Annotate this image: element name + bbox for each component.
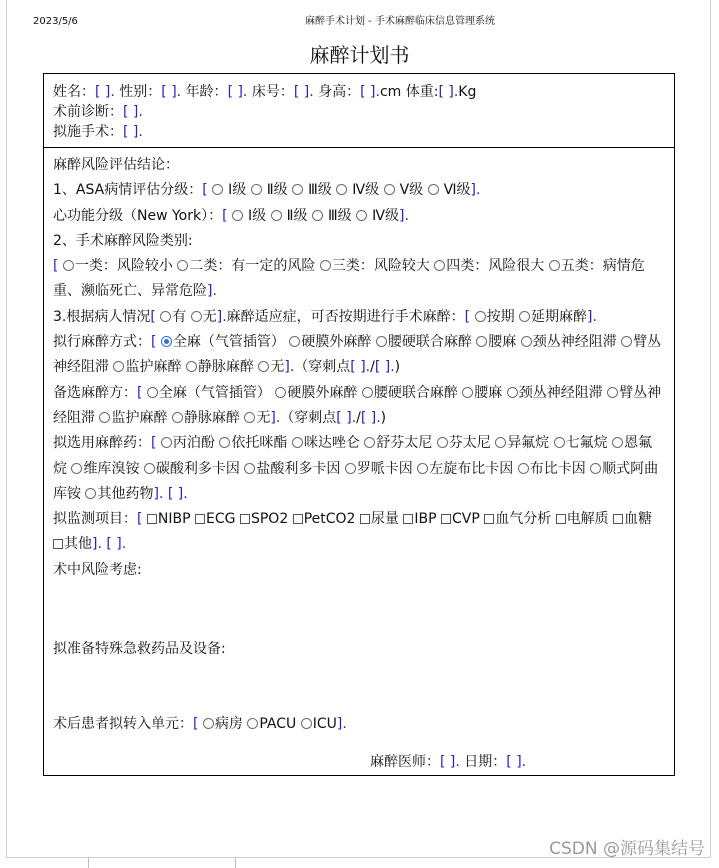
- risk-category-bracket-open: [: [53, 258, 59, 275]
- condition-bracket-close: ].: [216, 308, 227, 325]
- method-4-label: 腰麻: [488, 334, 517, 351]
- cardiac-bracket-open: [: [222, 207, 228, 224]
- monitor-6-label: IBP: [414, 511, 437, 528]
- cardiac-bracket-close: ].: [399, 207, 409, 224]
- cardiac-4-radio: [356, 210, 367, 221]
- anesthesia-method-row: [53, 330, 664, 381]
- cardiac-grade-label: 心功能分级（New York）：: [53, 207, 223, 224]
- backup-puncture-label: （穿刺点: [280, 409, 337, 426]
- name-value: [ ].: [95, 84, 115, 100]
- condition-no-radio: [191, 311, 202, 322]
- weight-value: [ ].: [438, 84, 459, 100]
- backup-3-label: 腰硬联合麻醉: [373, 384, 458, 401]
- risk-category-5-radio: [549, 260, 560, 271]
- surgery-row: [53, 122, 664, 142]
- monitor-4-label: PetCO2: [303, 511, 356, 528]
- risk-category-5-label: 五类：病情危重、濒临死亡、异常危险: [53, 258, 645, 300]
- asa-6-radio: [428, 184, 439, 195]
- monitor-4-checkbox: [293, 514, 303, 524]
- risk-category-2-radio: [177, 260, 188, 271]
- monitoring-label: 拟监测项目：: [53, 511, 137, 528]
- schedule-delay-radio: [519, 311, 530, 322]
- method-5-label: 颈丛神经阻滞: [532, 334, 617, 351]
- postop-transfer-row: [53, 712, 664, 737]
- drug-12-radio: [345, 463, 356, 474]
- asa-5-label: Ⅴ级: [399, 182, 424, 199]
- asa-4-label: Ⅳ级: [352, 182, 380, 199]
- postop-transfer-label: 术后患者拟转入单元：: [53, 716, 193, 733]
- drug-16-radio: [85, 488, 96, 499]
- bed-label: 床号：: [251, 84, 294, 100]
- drug-9-radio: [71, 463, 82, 474]
- transfer-bracket-close: ].: [336, 716, 347, 733]
- monitor-10-label: 血糖: [624, 511, 653, 528]
- transfer-ward-label: 病房: [214, 716, 243, 733]
- backup-puncture-value-2: [ ].: [360, 409, 381, 426]
- drug-5-label: 芬太尼: [448, 435, 491, 452]
- plan-form: [43, 73, 675, 776]
- cardiac-3-radio: [312, 210, 323, 221]
- drug-11-label: 盐酸利多卡因: [256, 460, 341, 477]
- method-puncture-label: （穿刺点: [294, 359, 351, 376]
- drug-10-label: 碳酸利多卡因: [155, 460, 240, 477]
- backup-puncture-separator: /: [356, 409, 361, 426]
- method-2-radio: [289, 336, 300, 347]
- drug-9-label: 维库溴铵: [83, 460, 140, 477]
- condition-yes-label: 有: [172, 308, 187, 325]
- method-9-radio: [258, 361, 269, 372]
- backup-4-label: 腰麻: [474, 384, 503, 401]
- method-1-label: 全麻（气管插管）: [172, 334, 285, 351]
- backup-2-label: 硬膜外麻醉: [287, 384, 358, 401]
- anesthesia-plan-section: [44, 148, 674, 775]
- method-7-radio: [113, 361, 124, 372]
- method-bracket-close: ].: [284, 359, 295, 376]
- method-4-radio: [476, 336, 487, 347]
- condition-bracket-open: [: [150, 308, 156, 325]
- backup-8-radio: [172, 412, 183, 423]
- monitoring-bracket-open: [: [137, 511, 143, 528]
- monitor-5-checkbox: [360, 514, 370, 524]
- backup-6-label: 臂丛神经阻滞: [53, 384, 662, 426]
- schedule-ontime-radio: [475, 311, 486, 322]
- patient-info-section: [44, 74, 674, 148]
- diagnosis-row: [53, 102, 664, 122]
- method-puncture-value-2: [ ].: [374, 359, 395, 376]
- backup-bracket-close: ].: [270, 409, 281, 426]
- gender-value: [ ].: [161, 84, 182, 100]
- cardiac-2-radio: [271, 210, 282, 221]
- backup-9-label: 无: [256, 409, 271, 426]
- monitor-11-checkbox: [53, 539, 63, 549]
- cardiac-4-label: Ⅳ级: [372, 207, 399, 224]
- risk-category-1-radio: [63, 260, 74, 271]
- monitor-6-checkbox: [403, 514, 413, 524]
- backup-puncture-value-1: [ ].: [336, 409, 357, 426]
- risk-category-3-radio: [320, 260, 331, 271]
- monitor-3-label: SPO2: [250, 511, 289, 528]
- backup-bracket-open: [: [137, 384, 143, 401]
- asa-6-label: Ⅵ级: [443, 182, 471, 199]
- name-label: 姓名：: [53, 84, 95, 100]
- drug-15-radio: [590, 463, 601, 474]
- drug-8-label: 恩氟烷: [53, 435, 653, 477]
- surgery-value: [ ].: [123, 124, 143, 140]
- asa-bracket-close: ].: [470, 182, 481, 199]
- monitor-1-label: NIBP: [157, 511, 191, 528]
- cardiac-3-label: Ⅲ级: [327, 207, 352, 224]
- backup-5-label: 颈丛神经阻滞: [518, 384, 603, 401]
- method-6-radio: [621, 336, 632, 347]
- backup-9-radio: [244, 412, 255, 423]
- date-value: [ ].: [506, 753, 527, 770]
- risk-heading: 麻醉风险评估结论：: [53, 157, 179, 173]
- backup-5-radio: [507, 387, 518, 398]
- monitor-7-label: CVP: [451, 511, 480, 528]
- drug-6-label: 异氟烷: [507, 435, 550, 452]
- drugs-bracket-close: ].: [153, 485, 164, 502]
- bottom-edge-mark: [88, 858, 89, 868]
- monitor-8-checkbox: [484, 514, 494, 524]
- risk-category-3-label: 三类：风险较大: [331, 258, 430, 275]
- asa-3-radio: [292, 184, 303, 195]
- risk-category-1-label: 一类：风险较小: [74, 258, 173, 275]
- emergency-prep-notes: [53, 662, 664, 712]
- method-bracket-open: [: [151, 334, 157, 351]
- emergency-prep-label: 拟准备特殊急救药品及设备:: [53, 641, 226, 658]
- schedule-delay-label: 延期麻醉: [531, 308, 588, 325]
- schedule-ontime-label: 按期: [486, 308, 515, 325]
- cardiac-1-label: Ⅰ级: [248, 207, 267, 224]
- monitor-1-checkbox: [147, 514, 157, 524]
- drug-5-radio: [437, 437, 448, 448]
- watermark: CSDN @源码集结号: [549, 839, 705, 859]
- method-3-radio: [376, 336, 387, 347]
- backup-8-label: 静脉麻醉: [183, 409, 240, 426]
- drug-13-label: 左旋布比卡因: [429, 460, 514, 477]
- age-label: 年龄：: [185, 84, 228, 100]
- transfer-icu-radio: [301, 718, 312, 729]
- bottom-edge-mark: [235, 858, 236, 868]
- cardiac-grade-row: [53, 204, 664, 229]
- patient-basic-row: [53, 82, 664, 102]
- risk-category-bracket-close: ].: [207, 283, 217, 300]
- method-3-label: 腰硬联合麻醉: [387, 334, 472, 351]
- document-title: 麻醉计划书: [309, 43, 410, 67]
- condition-label: 3.根据病人情况: [53, 308, 151, 325]
- risk-category-label: 2、手术麻醉风险类别:: [53, 232, 193, 249]
- risk-category-4-label: 四类：风险很大: [446, 258, 545, 275]
- backup-1-label: 全麻（气管插管）: [158, 384, 271, 401]
- drug-2-label: 依托咪酯: [231, 435, 288, 452]
- transfer-pacu-label: PACU: [259, 716, 297, 733]
- asa-2-label: Ⅱ级: [266, 182, 288, 199]
- asa-grade-row: [53, 178, 664, 203]
- cardiac-1-radio: [232, 210, 243, 221]
- backup-6-radio: [607, 387, 618, 398]
- method-puncture-value-1: [ ].: [350, 359, 371, 376]
- drug-8-radio: [612, 437, 623, 448]
- condition-schedule-row: [53, 305, 664, 330]
- transfer-icu-label: ICU: [312, 716, 337, 733]
- drugs-bracket-open: [: [151, 435, 157, 452]
- drug-3-radio: [292, 437, 303, 448]
- asa-grade-label: 1、ASA病情评估分级：: [53, 182, 203, 199]
- method-puncture-end: ): [394, 359, 401, 376]
- risk-category-row: [53, 254, 664, 305]
- drug-11-radio: [244, 463, 255, 474]
- monitor-8-label: 血气分析: [495, 511, 552, 528]
- drug-2-radio: [219, 437, 230, 448]
- monitoring-row: [53, 507, 664, 558]
- monitor-10-checkbox: [613, 514, 623, 524]
- asa-3-label: Ⅲ级: [308, 182, 332, 199]
- intraop-risk-notes: [53, 583, 664, 637]
- monitor-7-checkbox: [441, 514, 451, 524]
- backup-puncture-end: ): [380, 409, 387, 426]
- schedule-label: 麻醉适应症，可否按期进行手术麻醉：: [226, 308, 465, 325]
- method-8-radio: [186, 361, 197, 372]
- backup-3-radio: [362, 387, 373, 398]
- asa-2-radio: [251, 184, 262, 195]
- risk-category-4-radio: [434, 260, 445, 271]
- date-label: 日期：: [464, 753, 507, 770]
- backup-7-label: 监护麻醉: [111, 409, 168, 426]
- asa-bracket-open: [: [202, 182, 208, 199]
- weight-label: 体重:: [405, 84, 439, 100]
- doctor-value: [ ].: [440, 753, 460, 770]
- method-7-label: 监护麻醉: [125, 359, 182, 376]
- method-8-label: 静脉麻醉: [197, 359, 254, 376]
- asa-1-radio: [212, 184, 223, 195]
- drugs-other-value: [ ].: [167, 485, 188, 502]
- bed-value: [ ].: [293, 84, 314, 100]
- diagnosis-label: 术前诊断：: [53, 104, 123, 120]
- weight-unit: Kg: [458, 84, 477, 100]
- method-puncture-separator: /: [370, 359, 375, 376]
- drug-1-label: 丙泊酚: [172, 435, 215, 452]
- schedule-bracket-close: ].: [587, 308, 597, 325]
- drug-10-radio: [144, 463, 155, 474]
- method-1-radio: [161, 336, 172, 347]
- asa-1-label: Ⅰ级: [228, 182, 247, 199]
- signature-row: [370, 750, 664, 775]
- monitor-9-label: 电解质: [566, 511, 609, 528]
- asa-4-radio: [336, 184, 347, 195]
- print-header-title: 麻醉手术计划 - 手术麻醉临床信息管理系统: [305, 16, 495, 27]
- backup-method-label: 备选麻醉方：: [53, 384, 137, 401]
- drug-13-radio: [417, 463, 428, 474]
- drugs-row: [53, 431, 664, 507]
- method-5-radio: [521, 336, 532, 347]
- intraop-risk-label: 术中风险考虑:: [53, 561, 142, 578]
- drug-14-radio: [518, 463, 529, 474]
- method-2-label: 硬膜外麻醉: [301, 334, 372, 351]
- age-value: [ ].: [227, 84, 248, 100]
- backup-4-radio: [462, 387, 473, 398]
- condition-no-label: 无: [202, 308, 217, 325]
- height-value: [ ].: [360, 84, 380, 100]
- drug-6-radio: [495, 437, 506, 448]
- cardiac-2-label: Ⅱ级: [286, 207, 308, 224]
- method-9-label: 无: [270, 359, 285, 376]
- risk-category-2-label: 二类：有一定的风险: [189, 258, 316, 275]
- monitor-2-label: ECG: [206, 511, 236, 528]
- monitoring-bracket-close: ].: [92, 536, 102, 553]
- height-label: 身高：: [318, 84, 361, 100]
- diagnosis-value: [ ].: [123, 104, 143, 120]
- anesthesia-method-label: 拟行麻醉方式：: [53, 334, 151, 351]
- drugs-label: 拟选用麻醉药：: [53, 435, 151, 452]
- drug-4-radio: [364, 437, 375, 448]
- backup-1-radio: [147, 387, 158, 398]
- monitor-2-checkbox: [195, 514, 205, 524]
- drug-3-label: 咪达唑仑: [303, 435, 360, 452]
- backup-2-radio: [275, 387, 286, 398]
- drug-1-radio: [161, 437, 172, 448]
- doctor-label: 麻醉医师：: [370, 753, 440, 770]
- monitor-11-label: 其他: [64, 536, 92, 553]
- backup-7-radio: [99, 412, 110, 423]
- transfer-pacu-radio: [247, 718, 258, 729]
- drug-12-label: 罗哌卡因: [356, 460, 413, 477]
- backup-method-row: [53, 381, 664, 432]
- drug-7-label: 七氟烷: [565, 435, 608, 452]
- method-6-label: 臂丛神经阻滞: [53, 334, 662, 376]
- drug-14-label: 布比卡因: [529, 460, 586, 477]
- drug-15-label: 顺式阿曲库铵: [53, 460, 659, 502]
- transfer-ward-radio: [203, 718, 214, 729]
- monitor-3-checkbox: [240, 514, 250, 524]
- transfer-bracket-open: [: [193, 716, 199, 733]
- print-header-date: 2023/5/6: [33, 16, 78, 27]
- surgery-label: 拟施手术：: [53, 124, 123, 140]
- drug-4-label: 舒芬太尼: [376, 435, 433, 452]
- monitor-9-checkbox: [556, 514, 566, 524]
- height-unit: cm: [379, 84, 402, 100]
- gender-label: 性别：: [119, 84, 162, 100]
- monitoring-other-value: [ ].: [106, 536, 127, 553]
- drug-16-label: 其他药物: [97, 485, 154, 502]
- drug-7-radio: [554, 437, 565, 448]
- condition-yes-radio: [160, 311, 171, 322]
- monitor-5-label: 尿量: [370, 511, 399, 528]
- schedule-bracket-open: [: [464, 308, 471, 325]
- asa-5-radio: [384, 184, 395, 195]
